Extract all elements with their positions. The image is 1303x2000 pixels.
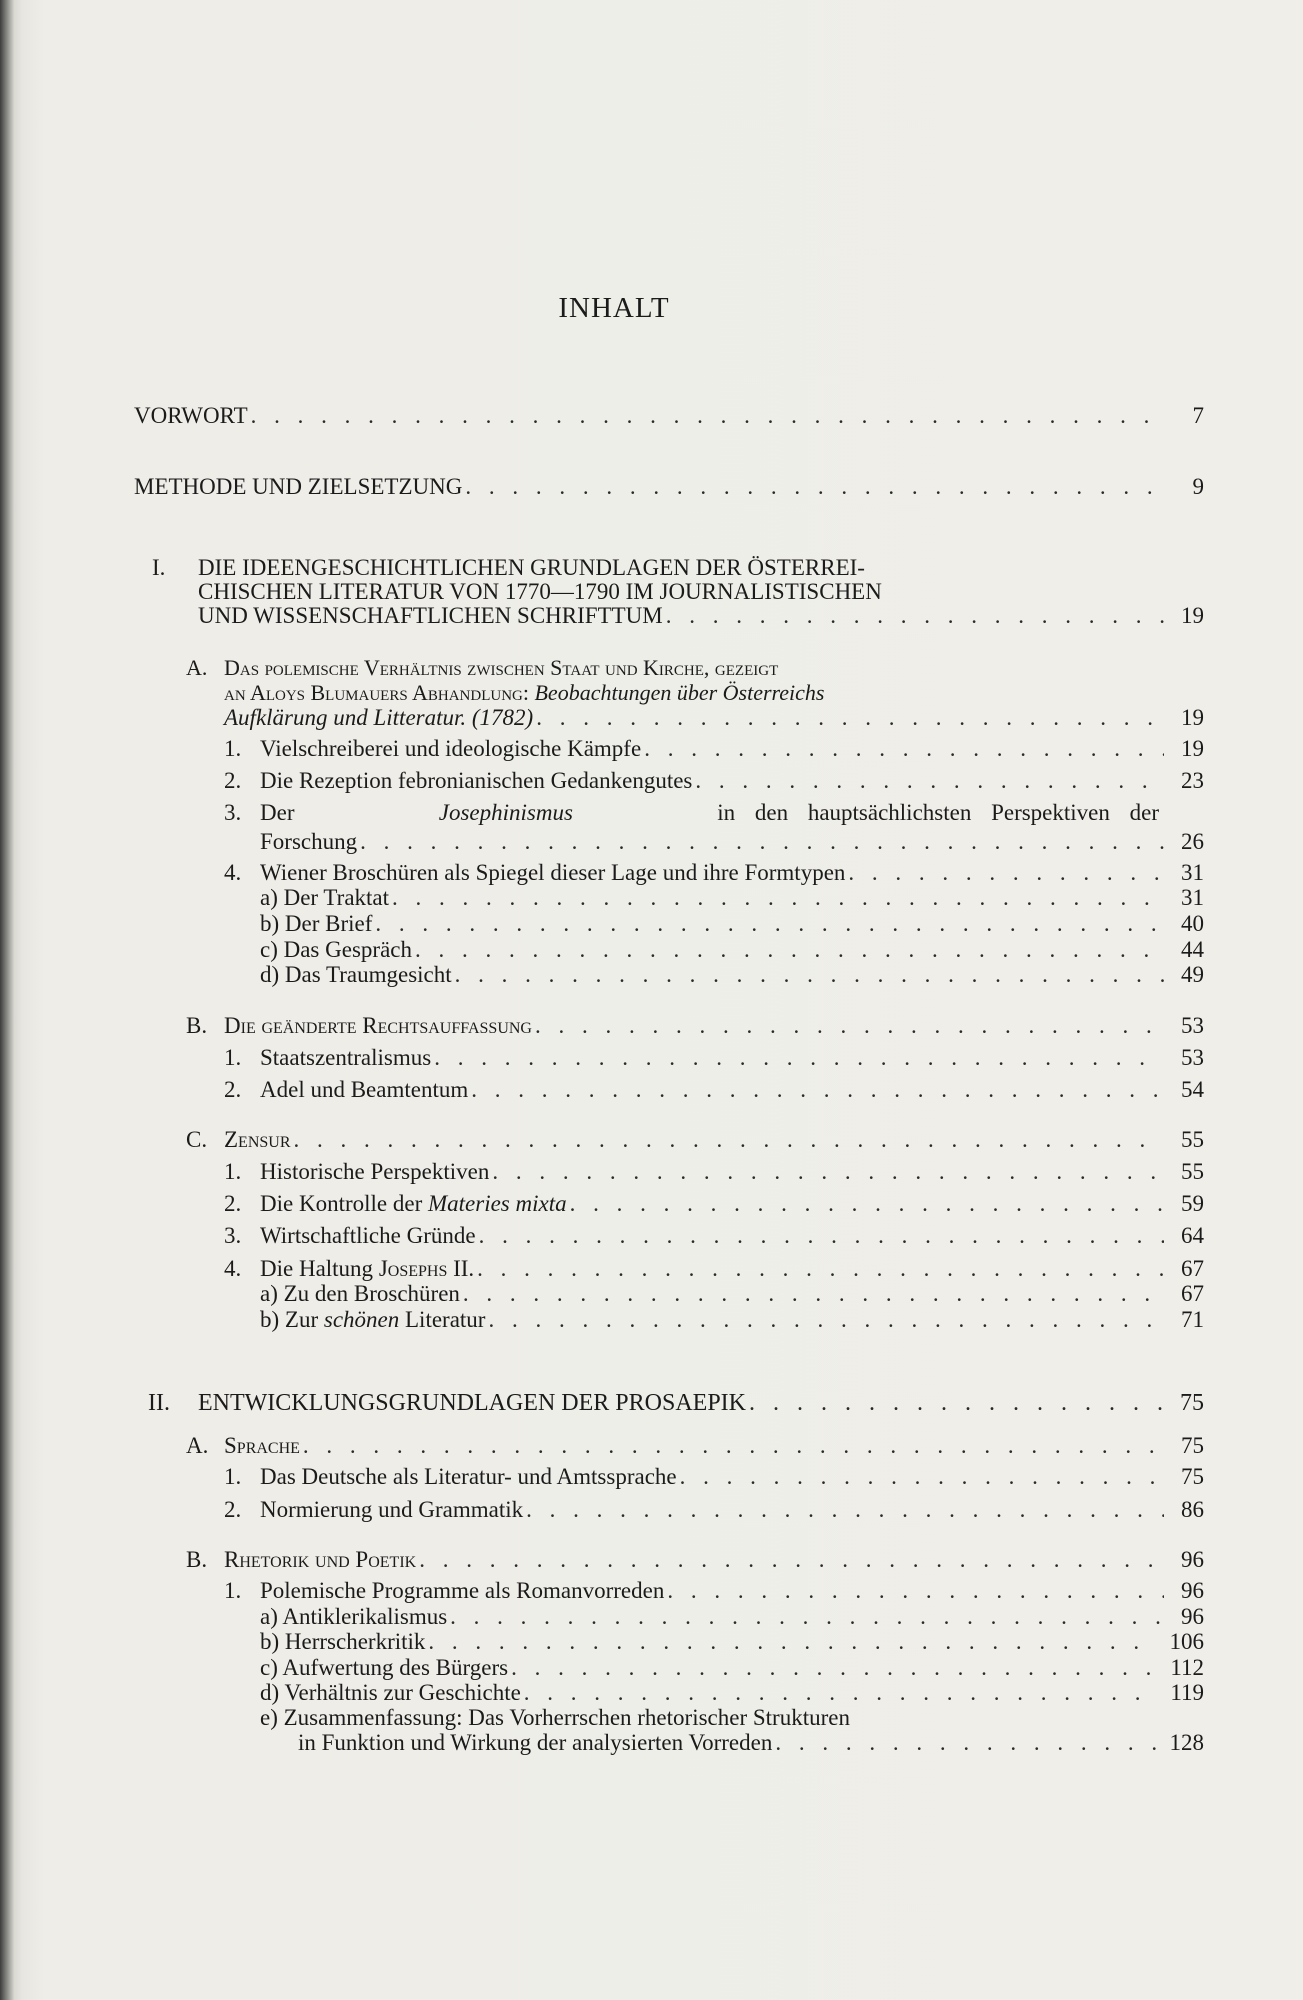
- toc-page-number: 59: [1181, 1191, 1204, 1216]
- name-small-caps: Josephs: [378, 1256, 448, 1281]
- toc-label: d) Verhältnis zur Geschichte: [260, 1680, 521, 1705]
- toc-entry-iib1d: [260, 1680, 1204, 1706]
- toc-label: Sprache: [224, 1433, 300, 1458]
- toc-entry-c2: [224, 1191, 1204, 1217]
- item-number: 1.: [224, 1578, 242, 1603]
- leader-dots: [524, 1680, 1156, 1706]
- toc-entry-c4b: [260, 1307, 1204, 1333]
- toc-entry-iib1b: [260, 1629, 1204, 1655]
- toc-label: Historische Perspektiven: [260, 1159, 490, 1184]
- toc-page-number: 31: [1181, 885, 1204, 910]
- leader-dots: [488, 1307, 1164, 1333]
- toc-label: Die Rezeption febronianischen Gedankengutes: [260, 768, 693, 793]
- toc-label: Die Haltung: [260, 1256, 374, 1281]
- leader-dots: [570, 1191, 1164, 1217]
- toc-label: Forschung: [260, 829, 358, 854]
- page-title: INHALT: [558, 292, 670, 324]
- toc-entry-a3-line-1: [224, 800, 1159, 826]
- toc-page-number: 71: [1181, 1307, 1204, 1332]
- toc-label: Adel und Beamtentum: [260, 1077, 469, 1102]
- leader-dots: [415, 937, 1164, 963]
- toc-page-number: 96: [1181, 1604, 1204, 1629]
- toc-page-number: 19: [1181, 603, 1204, 628]
- item-number: 4.: [224, 1256, 242, 1281]
- item-number: 1.: [224, 1045, 242, 1070]
- leader-dots: [434, 1045, 1164, 1071]
- toc-label: Vielschreiberei und ideologische Kämpfe: [260, 736, 642, 761]
- toc-page-number: 112: [1170, 1655, 1204, 1680]
- leader-dots: [294, 1127, 1164, 1153]
- toc-page-number: 86: [1181, 1497, 1204, 1522]
- toc-page-number: 54: [1181, 1077, 1204, 1102]
- toc-page-number: 96: [1181, 1578, 1204, 1603]
- toc-label: Das Deutsche als Literatur- und Amtssprache: [260, 1464, 677, 1489]
- chapter-1-line-2: CHISCHEN LITERATUR VON 1770—1790 IM JOURNALISTISCHEN: [198, 579, 882, 604]
- toc-label: c) Das Gespräch: [260, 937, 412, 962]
- toc-label: ENTWICKLUNGSGRUNDLAGEN DER PROSAEPIK: [198, 1390, 746, 1416]
- section-letter: B.: [186, 1013, 208, 1038]
- leader-dots: [526, 1497, 1164, 1523]
- toc-page-number: 53: [1181, 1045, 1204, 1070]
- item-number: 2.: [224, 768, 242, 793]
- toc-page-number: 53: [1181, 1013, 1204, 1038]
- toc-page-number: 64: [1181, 1223, 1204, 1248]
- toc-label: Der: [260, 800, 295, 825]
- chapter-1-line-1: [152, 555, 865, 581]
- toc-page-number: 9: [1192, 474, 1204, 499]
- toc-label: METHODE UND ZIELSETZUNG: [134, 474, 463, 499]
- toc-page-number: 75: [1181, 1433, 1204, 1458]
- leader-dots: [428, 1629, 1156, 1655]
- leader-dots: [492, 1159, 1164, 1185]
- toc-entry-iib1e-line-1: e) Zusammenfassung: Das Vorherrschen rhetorischer Strukturen: [260, 1705, 850, 1730]
- item-number: 3.: [224, 800, 242, 825]
- leader-dots: [392, 885, 1164, 911]
- toc-entry-a4b: [260, 911, 1204, 937]
- section-title-part: an Aloys Blumauers Abhandlung:: [224, 680, 529, 705]
- toc-entry-a2: [224, 768, 1204, 794]
- section-letter: C.: [186, 1127, 208, 1152]
- book-binding: [0, 0, 14, 2000]
- leader-dots: [471, 1077, 1164, 1103]
- toc-label: Die Kontrolle der: [260, 1191, 423, 1216]
- toc-page-number: 96: [1181, 1547, 1204, 1572]
- item-number: 4.: [224, 860, 242, 885]
- leader-dots: [455, 962, 1164, 988]
- toc-label: VORWORT: [134, 403, 248, 428]
- toc-label: Literatur: [405, 1307, 486, 1332]
- toc-page-number: 75: [1180, 1390, 1204, 1416]
- toc-page-number: 19: [1181, 705, 1204, 730]
- term-italic: Materies mixta: [427, 1191, 567, 1216]
- toc-label: in Funktion und Wirkung der analysierten Vorreden: [298, 1730, 773, 1755]
- leader-dots: [477, 1256, 1164, 1282]
- toc-entry-a4d: [260, 962, 1204, 988]
- toc-label: in den hauptsächlichsten Perspektiven der: [717, 800, 1159, 825]
- toc-label: Rhetorik und Poetik: [224, 1547, 417, 1572]
- leader-dots: [644, 736, 1164, 762]
- toc-section-iib: [186, 1547, 1204, 1573]
- section-title-part: Das polemische Verhältnis zwischen Staat und Kirche, gezeigt: [224, 655, 779, 680]
- toc-page-number: 31: [1181, 860, 1204, 885]
- toc-label: Die geänderte Rechtsauffassung: [224, 1013, 532, 1038]
- section-letter: A.: [186, 1433, 209, 1458]
- section-letter: B.: [186, 1547, 208, 1572]
- toc-section-c: [186, 1127, 1204, 1153]
- toc-label: b) Der Brief: [260, 911, 373, 936]
- toc-page-number: 55: [1181, 1127, 1204, 1152]
- toc-entry-methode: [134, 474, 1204, 500]
- item-number: 2.: [224, 1077, 242, 1102]
- toc-page-number: 40: [1181, 911, 1204, 936]
- leader-dots: [666, 603, 1164, 629]
- leader-dots: [695, 768, 1164, 794]
- toc-label: c) Aufwertung des Bürgers: [260, 1655, 509, 1680]
- book-title-italic: Aufklärung und Litteratur. (1782): [224, 705, 534, 730]
- toc-label: b) Zur: [260, 1307, 319, 1332]
- leader-dots: [749, 1390, 1164, 1416]
- term-italic: schönen: [323, 1307, 400, 1332]
- toc-entry-a3-line-2: [260, 829, 1204, 855]
- toc-entry-b2: [224, 1077, 1204, 1103]
- toc-entry-iib1a: [260, 1604, 1204, 1630]
- leader-dots: [360, 829, 1164, 855]
- toc-label: b) Herrscherkritik: [260, 1629, 426, 1654]
- toc-entry-c3: [224, 1223, 1204, 1249]
- leader-dots: [251, 403, 1164, 429]
- leader-dots: [450, 1604, 1164, 1630]
- toc-entry-vorwort: [134, 403, 1204, 429]
- toc-label: II.: [453, 1256, 475, 1281]
- toc-label: Wiener Broschüren als Spiegel dieser Lage und ihre Formtypen: [260, 860, 846, 885]
- section-a-line-3: [224, 705, 1204, 731]
- toc-label: Wirtschaftliche Gründe: [260, 1223, 476, 1248]
- item-number: 3.: [224, 1223, 242, 1248]
- book-page: [14, 0, 1303, 2000]
- toc-chapter-2: [148, 1390, 1204, 1416]
- section-a-line-1: [186, 655, 778, 681]
- leader-dots: [848, 860, 1164, 886]
- toc-label: d) Das Traumgesicht: [260, 962, 452, 987]
- toc-entry-c4a: [260, 1281, 1204, 1307]
- book-title-italic: Beobachtungen über Österreichs: [534, 680, 825, 705]
- item-number: 1.: [224, 1464, 242, 1489]
- toc-page-number: 7: [1192, 403, 1204, 428]
- toc-entry-iia1: [224, 1464, 1204, 1490]
- toc-label: UND WISSENSCHAFTLICHEN SCHRIFTTUM: [198, 603, 663, 628]
- leader-dots: [303, 1433, 1164, 1459]
- toc-page-number: 67: [1181, 1256, 1204, 1281]
- toc-page-number: 49: [1181, 962, 1204, 987]
- leader-dots: [419, 1547, 1164, 1573]
- section-letter: A.: [186, 655, 208, 680]
- toc-entry-c4: [224, 1256, 1204, 1282]
- toc-page-number: 44: [1181, 937, 1204, 962]
- item-number: 2.: [224, 1191, 242, 1216]
- chapter-1-line-3: [198, 603, 1204, 629]
- toc-entry-a4a: [260, 885, 1204, 911]
- toc-section-b: [186, 1013, 1204, 1039]
- toc-page-number: 128: [1169, 1730, 1204, 1755]
- toc-entry-iib1e-line-2: [298, 1730, 1204, 1756]
- leader-dots: [775, 1730, 1156, 1756]
- leader-dots: [536, 705, 1164, 731]
- leader-dots: [680, 1464, 1164, 1490]
- chapter-title-part: DIE IDEENGESCHICHTLICHEN GRUNDLAGEN DER ÖSTERREI-: [198, 555, 865, 580]
- toc-page-number: 67: [1181, 1281, 1204, 1306]
- leader-dots: [535, 1013, 1164, 1039]
- toc-label: Staatszentralismus: [260, 1045, 432, 1070]
- leader-dots: [479, 1223, 1164, 1249]
- toc-page-number: 119: [1170, 1680, 1204, 1705]
- leader-dots: [375, 911, 1164, 937]
- toc-label: a) Antiklerikalismus: [260, 1604, 448, 1629]
- leader-dots: [667, 1578, 1164, 1604]
- toc-entry-iib1: [224, 1578, 1204, 1604]
- item-number: 2.: [224, 1497, 242, 1522]
- item-number: 1.: [224, 736, 242, 761]
- toc-page-number: 23: [1181, 768, 1204, 793]
- toc-page-number: 55: [1181, 1159, 1204, 1184]
- toc-page-number: 26: [1181, 829, 1204, 854]
- section-a-line-2: [224, 680, 825, 706]
- toc-entry-iia2: [224, 1497, 1204, 1523]
- toc-entry-a4c: [260, 937, 1204, 963]
- toc-page-number: 75: [1181, 1464, 1204, 1489]
- chapter-number: II.: [148, 1390, 170, 1416]
- toc-entry-a4: [224, 860, 1204, 886]
- toc-page-number: 19: [1181, 736, 1204, 761]
- chapter-number: I.: [152, 555, 166, 580]
- leader-dots: [511, 1655, 1156, 1681]
- toc-label: Zensur: [224, 1127, 291, 1152]
- toc-label: a) Zu den Broschüren: [260, 1281, 460, 1306]
- toc-section-iia: [186, 1433, 1204, 1459]
- toc-entry-a1: [224, 736, 1204, 762]
- term-italic: Josephinismus: [438, 800, 573, 825]
- toc-entry-c1: [224, 1159, 1204, 1185]
- leader-dots: [465, 474, 1164, 500]
- toc-entry-iib1c: [260, 1655, 1204, 1681]
- item-number: 1.: [224, 1159, 242, 1184]
- toc-page-number: 106: [1169, 1629, 1204, 1654]
- toc-label: a) Der Traktat: [260, 885, 390, 910]
- toc-label: Polemische Programme als Romanvorreden: [260, 1578, 665, 1603]
- toc-entry-b1: [224, 1045, 1204, 1071]
- toc-label: Normierung und Grammatik: [260, 1497, 524, 1522]
- leader-dots: [463, 1281, 1164, 1307]
